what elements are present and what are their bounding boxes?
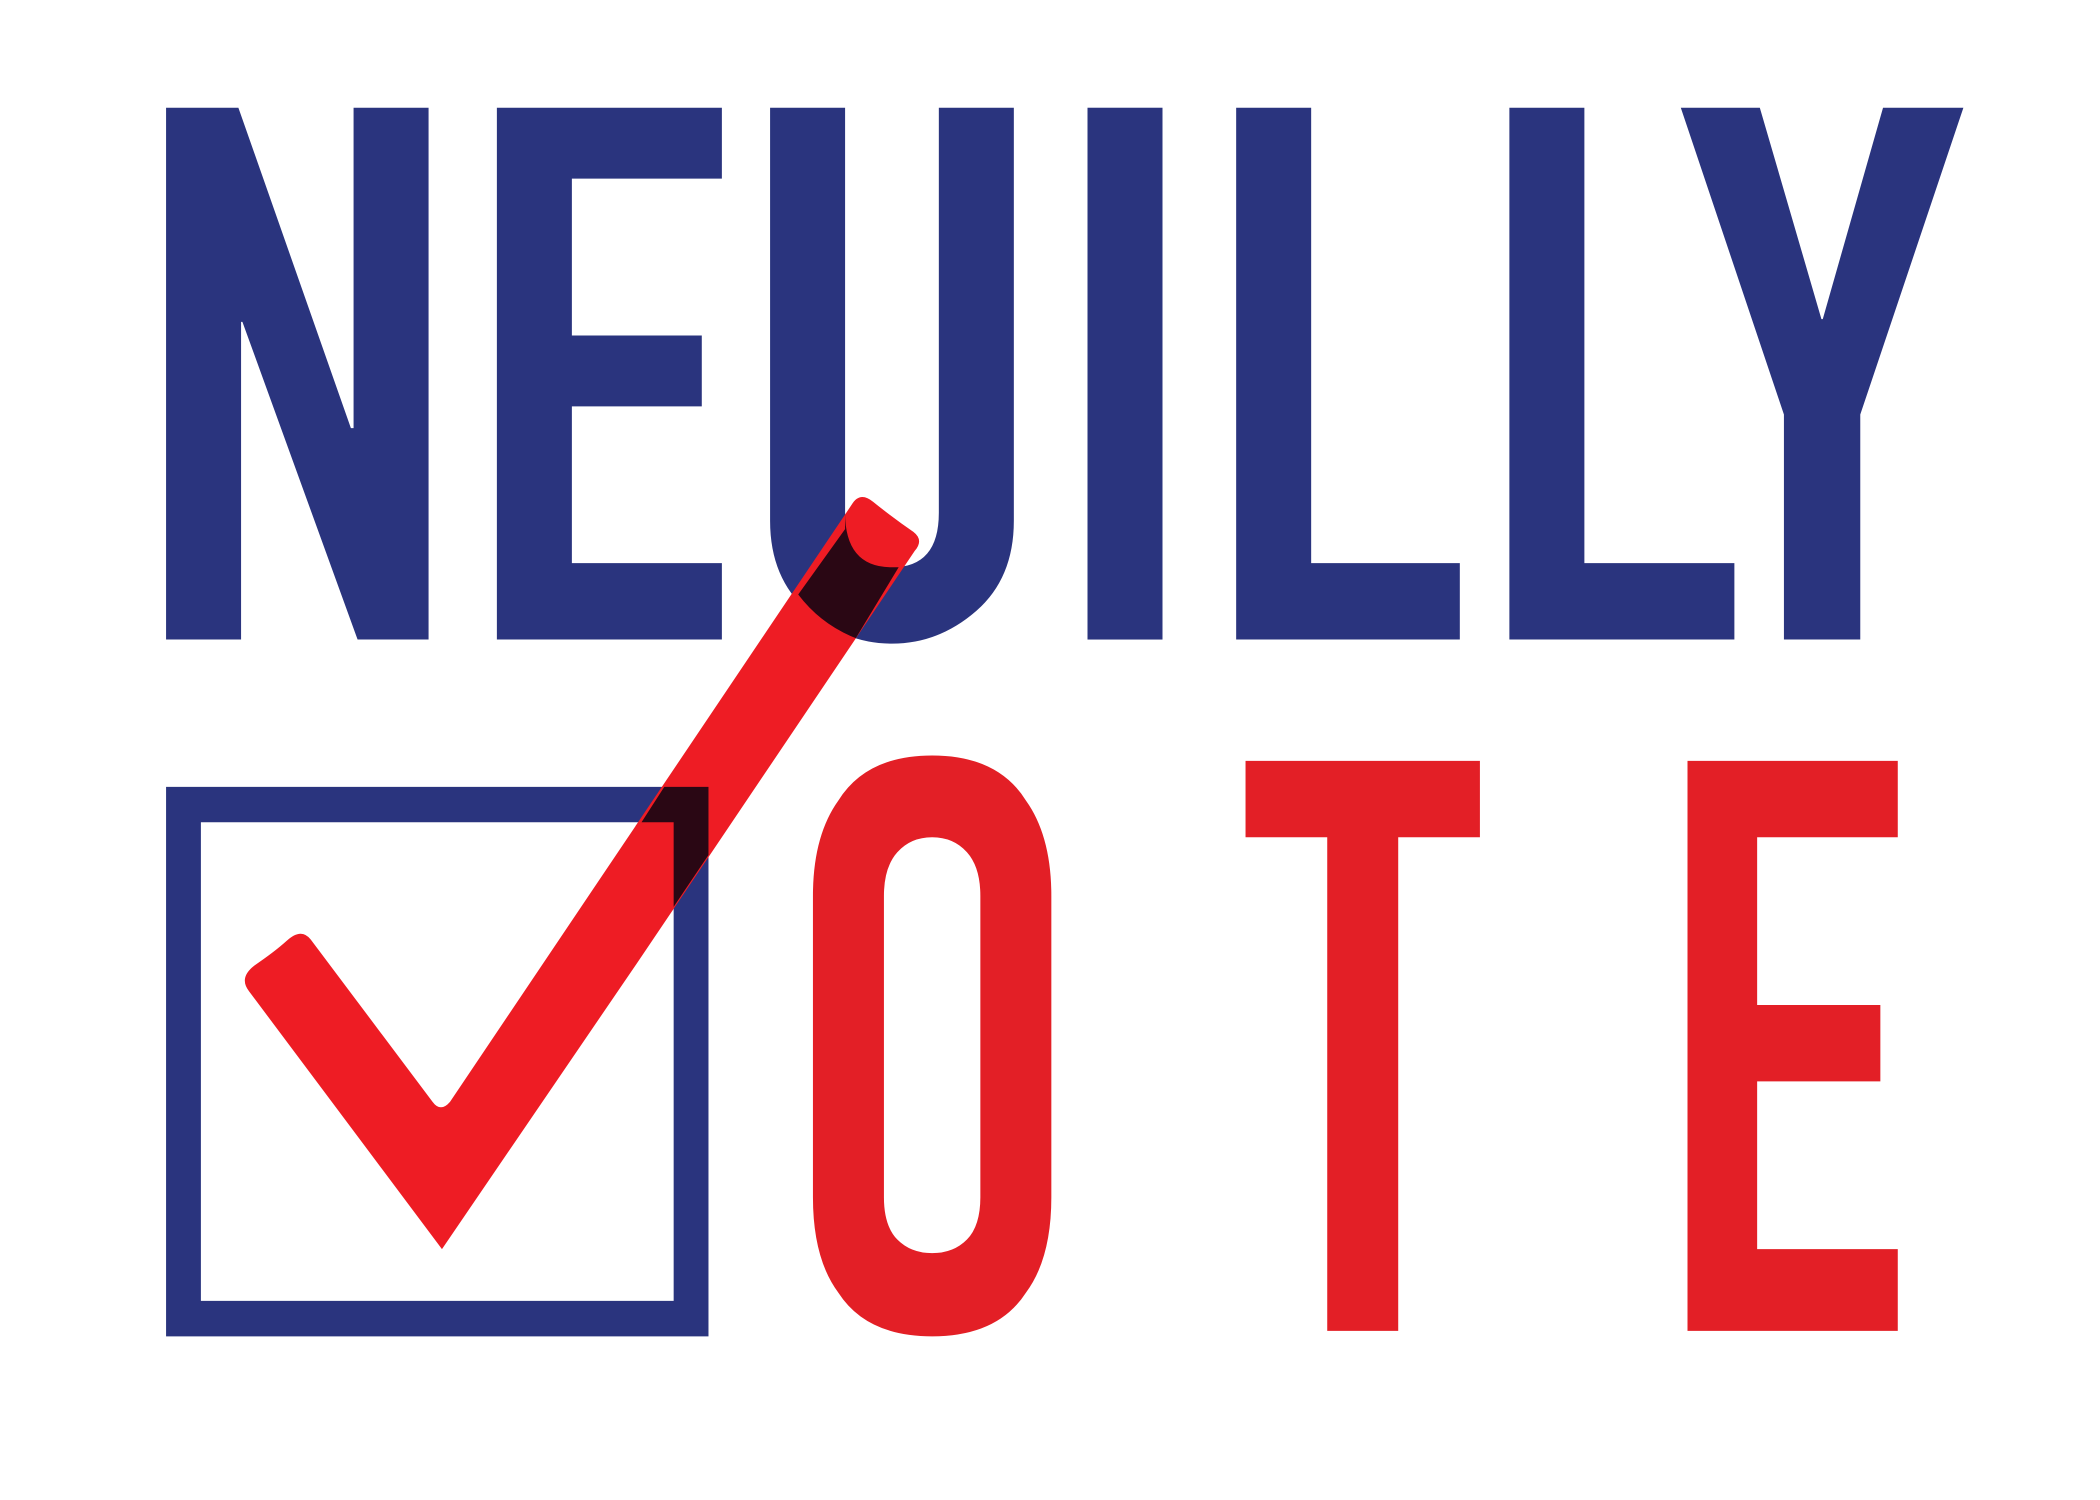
letter-e [497,108,722,640]
letter-l-first [1236,108,1460,640]
letter-n [166,108,429,640]
logo-word-vote [813,755,1898,1336]
letter-l-second [1509,108,1734,640]
logo-word-neuilly [166,108,1963,644]
letter-e-red [1688,761,1898,1331]
letter-t [1246,761,1480,1331]
letter-i [1088,108,1163,640]
letter-o [813,755,1051,1336]
letter-y [1681,108,1964,640]
